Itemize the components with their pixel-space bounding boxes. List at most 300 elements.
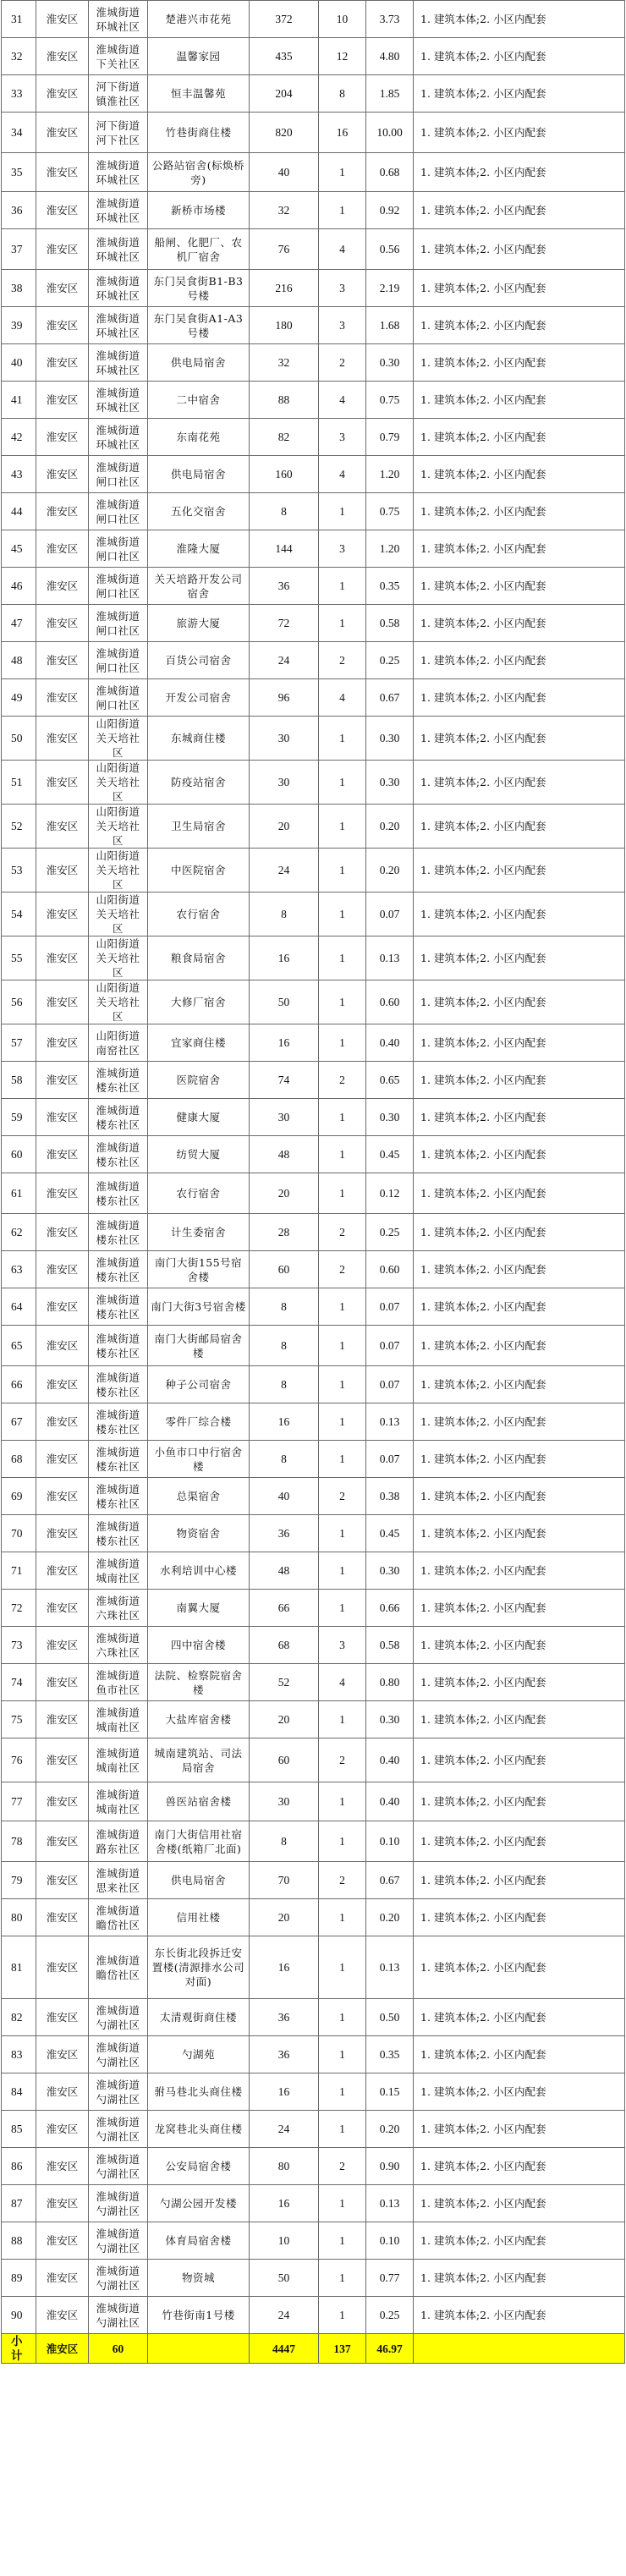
renovation-content-cell: 1. 建筑本体;2. 小区内配套 [414,1366,625,1403]
district-cell: 淮安区 [36,1214,89,1251]
households-cell: 8 [250,1366,319,1403]
table-row [2,2148,625,2185]
buildings-cell: 1 [319,605,366,642]
floor-area-cell: 3.73 [366,1,414,38]
renovation-content-cell: 1. 建筑本体;2. 小区内配套 [414,1590,625,1627]
households-cell: 20 [250,1701,319,1738]
households-cell: 8 [250,1821,319,1862]
table-row [2,1099,625,1136]
district-cell: 淮安区 [36,2111,89,2148]
buildings-cell: 1 [319,2073,366,2111]
renovation-content-cell: 1. 建筑本体;2. 小区内配套 [414,1441,625,1478]
community-cell: 淮城街道环城社区 [89,192,148,229]
renovation-content-cell: 1. 建筑本体;2. 小区内配套 [414,38,625,75]
project-name-cell: 旅游大厦 [148,605,250,642]
floor-area-cell: 0.30 [366,1099,414,1136]
floor-area-cell: 1.68 [366,307,414,344]
district-cell: 淮安区 [36,1590,89,1627]
community-cell: 山阳街道南窑社区 [89,1024,148,1062]
row-number: 56 [2,980,36,1024]
table-row [2,1782,625,1821]
project-name-cell: 船闸、化肥厂、农机厂宿舍 [148,229,250,270]
community-cell: 淮城街道楼东社区 [89,1214,148,1251]
renovation-content-cell: 1. 建筑本体;2. 小区内配套 [414,153,625,192]
renovation-content-cell: 1. 建筑本体;2. 小区内配套 [414,2111,625,2148]
row-number: 80 [2,1899,36,1936]
floor-area-cell: 0.40 [366,1782,414,1821]
households-cell: 372 [250,1,319,38]
table-row [2,1478,625,1515]
row-number: 55 [2,936,36,980]
project-name-cell: 卫生局宿舍 [148,805,250,849]
row-number: 65 [2,1326,36,1366]
renovation-content-cell: 1. 建筑本体;2. 小区内配套 [414,980,625,1024]
buildings-cell: 3 [319,530,366,568]
floor-area-cell: 0.90 [366,2148,414,2185]
renovation-content-cell: 1. 建筑本体;2. 小区内配套 [414,1627,625,1664]
floor-area-cell: 2.19 [366,270,414,307]
households-cell: 68 [250,1627,319,1664]
households-cell: 36 [250,2036,319,2073]
households-cell: 8 [250,1288,319,1326]
community-cell: 山阳街道关天培社区 [89,805,148,849]
row-number: 43 [2,456,36,493]
district-cell: 淮安区 [36,75,89,113]
renovation-content-cell: 1. 建筑本体;2. 小区内配套 [414,717,625,761]
row-number: 32 [2,38,36,75]
community-cell: 淮城街道六珠社区 [89,1590,148,1627]
buildings-cell: 2 [319,642,366,679]
buildings-cell: 1 [319,2185,366,2222]
households-cell: 24 [250,642,319,679]
buildings-cell: 1 [319,1099,366,1136]
table-row [2,1590,625,1627]
table-row [2,192,625,229]
district-cell: 淮安区 [36,1782,89,1821]
district-cell: 淮安区 [36,2148,89,2185]
table-row [2,2297,625,2334]
subtotal-area: 46.97 [366,2334,414,2364]
community-cell: 淮城街道六珠社区 [89,1627,148,1664]
community-cell: 山阳街道关天培社区 [89,717,148,761]
table-row [2,1062,625,1099]
row-number: 51 [2,761,36,805]
floor-area-cell: 0.13 [366,1403,414,1441]
floor-area-cell: 0.80 [366,1664,414,1701]
project-name-cell: 物资城 [148,2260,250,2297]
row-number: 47 [2,605,36,642]
buildings-cell: 4 [319,382,366,419]
district-cell: 淮安区 [36,1099,89,1136]
community-cell: 淮城街道楼东社区 [89,1251,148,1288]
community-cell: 淮城街道环城社区 [89,382,148,419]
subtotal-district: 淮安区 [36,2334,89,2364]
table-row [2,113,625,153]
community-cell: 淮城街道环城社区 [89,153,148,192]
district-cell: 淮安区 [36,2260,89,2297]
table-row [2,229,625,270]
table-row [2,805,625,849]
row-number: 38 [2,270,36,307]
project-name-cell: 勺湖苑 [148,2036,250,2073]
table-row [2,1738,625,1782]
community-cell: 河下街道镇淮社区 [89,75,148,113]
floor-area-cell: 0.10 [366,1821,414,1862]
floor-area-cell: 0.20 [366,849,414,893]
households-cell: 8 [250,893,319,936]
community-cell: 淮城街道楼东社区 [89,1288,148,1326]
floor-area-cell: 0.25 [366,642,414,679]
floor-area-cell: 0.40 [366,1738,414,1782]
buildings-cell: 1 [319,1326,366,1366]
buildings-cell: 1 [319,1821,366,1862]
district-cell: 淮安区 [36,1862,89,1899]
community-cell: 淮城街道勺湖社区 [89,2222,148,2260]
buildings-cell: 1 [319,1899,366,1936]
floor-area-cell: 0.07 [366,1326,414,1366]
buildings-cell: 2 [319,1738,366,1782]
households-cell: 16 [250,1024,319,1062]
table-row [2,530,625,568]
table-row [2,568,625,605]
renovation-content-cell: 1. 建筑本体;2. 小区内配套 [414,2222,625,2260]
renovation-content-cell: 1. 建筑本体;2. 小区内配套 [414,761,625,805]
project-name-cell: 公路站宿舍(标焕桥旁) [148,153,250,192]
row-number: 36 [2,192,36,229]
table-row [2,1862,625,1899]
row-number: 40 [2,344,36,382]
row-number: 62 [2,1214,36,1251]
renovation-content-cell: 1. 建筑本体;2. 小区内配套 [414,1288,625,1326]
subtotal-empty-cell [148,2334,250,2364]
project-name-cell: 竹巷街南1号楼 [148,2297,250,2334]
floor-area-cell: 0.07 [366,893,414,936]
renovation-content-cell: 1. 建筑本体;2. 小区内配套 [414,2036,625,2073]
row-number: 87 [2,2185,36,2222]
table-row [2,1627,625,1664]
floor-area-cell: 0.13 [366,936,414,980]
district-cell: 淮安区 [36,229,89,270]
project-name-cell: 南门大街3号宿舍楼 [148,1288,250,1326]
project-name-cell: 南门大街信用社宿舍楼(纸箱厂北面) [148,1821,250,1862]
project-name-cell: 兽医站宿舍楼 [148,1782,250,1821]
households-cell: 30 [250,1099,319,1136]
project-name-cell: 供电局宿舍 [148,344,250,382]
renovation-content-cell: 1. 建筑本体;2. 小区内配套 [414,1062,625,1099]
households-cell: 50 [250,980,319,1024]
floor-area-cell: 0.35 [366,2036,414,2073]
project-name-cell: 驸马巷北头商住楼 [148,2073,250,2111]
renovation-content-cell: 1. 建筑本体;2. 小区内配套 [414,344,625,382]
table-row [2,1136,625,1173]
row-number: 57 [2,1024,36,1062]
community-cell: 淮城街道思来社区 [89,1862,148,1899]
row-number: 83 [2,2036,36,2073]
table-row [2,1251,625,1288]
renovation-content-cell: 1. 建筑本体;2. 小区内配套 [414,1403,625,1441]
renovation-content-cell: 1. 建筑本体;2. 小区内配套 [414,307,625,344]
row-number: 45 [2,530,36,568]
row-number: 46 [2,568,36,605]
community-cell: 淮城街道闸口社区 [89,642,148,679]
renovation-content-cell: 1. 建筑本体;2. 小区内配套 [414,1936,625,1999]
project-name-cell: 东长街北段拆迁安置楼(清源排水公司对面) [148,1936,250,1999]
households-cell: 70 [250,1862,319,1899]
renovation-content-cell: 1. 建筑本体;2. 小区内配套 [414,1173,625,1214]
floor-area-cell: 0.67 [366,679,414,717]
row-number: 34 [2,113,36,153]
district-cell: 淮安区 [36,456,89,493]
households-cell: 820 [250,113,319,153]
row-number: 67 [2,1403,36,1441]
community-cell: 淮城街道环城社区 [89,229,148,270]
buildings-cell: 1 [319,1024,366,1062]
subtotal-label: 小计 [2,2334,36,2364]
project-name-cell: 百货公司宿舍 [148,642,250,679]
floor-area-cell: 0.66 [366,1590,414,1627]
project-name-cell: 龙窝巷北头商住楼 [148,2111,250,2148]
households-cell: 30 [250,761,319,805]
community-cell: 山阳街道关天培社区 [89,936,148,980]
renovation-content-cell: 1. 建筑本体;2. 小区内配套 [414,493,625,530]
table-row [2,1288,625,1326]
project-name-cell: 公安局宿舍楼 [148,2148,250,2185]
community-cell: 淮城街道闸口社区 [89,605,148,642]
buildings-cell: 3 [319,307,366,344]
table-row [2,2036,625,2073]
renovation-content-cell: 1. 建筑本体;2. 小区内配套 [414,456,625,493]
households-cell: 8 [250,1441,319,1478]
community-cell: 淮城街道闸口社区 [89,530,148,568]
project-name-cell: 零件厂综合楼 [148,1403,250,1441]
table-row [2,38,625,75]
project-name-cell: 南门大街155号宿舍楼 [148,1251,250,1288]
row-number: 77 [2,1782,36,1821]
project-name-cell: 种子公司宿舍 [148,1366,250,1403]
project-name-cell: 竹巷街商住楼 [148,113,250,153]
district-cell: 淮安区 [36,2036,89,2073]
project-name-cell: 温馨家园 [148,38,250,75]
households-cell: 60 [250,1738,319,1782]
row-number: 86 [2,2148,36,2185]
row-number: 88 [2,2222,36,2260]
project-name-cell: 五化交宿舍 [148,493,250,530]
buildings-cell: 1 [319,805,366,849]
buildings-cell: 1 [319,893,366,936]
district-cell: 淮安区 [36,1366,89,1403]
floor-area-cell: 0.40 [366,1024,414,1062]
households-cell: 48 [250,1552,319,1590]
community-cell: 淮城街道楼东社区 [89,1366,148,1403]
row-number: 79 [2,1862,36,1899]
floor-area-cell: 0.13 [366,1936,414,1999]
floor-area-cell: 0.25 [366,2297,414,2334]
community-cell: 淮城街道闸口社区 [89,456,148,493]
floor-area-cell: 0.77 [366,2260,414,2297]
row-number: 53 [2,849,36,893]
table-row [2,456,625,493]
community-cell: 淮城街道楼东社区 [89,1403,148,1441]
project-name-cell: 物资宿舍 [148,1515,250,1552]
buildings-cell: 1 [319,936,366,980]
table-row [2,2111,625,2148]
row-number: 35 [2,153,36,192]
table-row [2,1821,625,1862]
buildings-cell: 2 [319,1214,366,1251]
renovation-content-cell: 1. 建筑本体;2. 小区内配套 [414,2073,625,2111]
buildings-cell: 1 [319,153,366,192]
community-cell: 山阳街道关天培社区 [89,893,148,936]
households-cell: 24 [250,2111,319,2148]
district-cell: 淮安区 [36,2073,89,2111]
district-cell: 淮安区 [36,307,89,344]
households-cell: 28 [250,1214,319,1251]
floor-area-cell: 0.07 [366,1288,414,1326]
buildings-cell: 1 [319,2222,366,2260]
renovation-content-cell: 1. 建筑本体;2. 小区内配套 [414,642,625,679]
buildings-cell: 1 [319,1173,366,1214]
community-cell: 淮城街道环城社区 [89,419,148,456]
table-row [2,980,625,1024]
community-cell: 淮城街道闸口社区 [89,568,148,605]
households-cell: 76 [250,229,319,270]
floor-area-cell: 0.07 [366,1366,414,1403]
district-cell: 淮安区 [36,192,89,229]
community-cell: 淮城街道闸口社区 [89,493,148,530]
project-name-cell: 东城商住楼 [148,717,250,761]
community-cell: 淮城街道楼东社区 [89,1099,148,1136]
floor-area-cell: 0.58 [366,605,414,642]
district-cell: 淮安区 [36,530,89,568]
table-row [2,679,625,717]
district-cell: 淮安区 [36,1664,89,1701]
renovation-table [1,0,625,2364]
households-cell: 16 [250,1936,319,1999]
renovation-content-cell: 1. 建筑本体;2. 小区内配套 [414,1738,625,1782]
project-name-cell: 关天培路开发公司宿舍 [148,568,250,605]
floor-area-cell: 0.45 [366,1136,414,1173]
renovation-content-cell: 1. 建筑本体;2. 小区内配套 [414,1478,625,1515]
households-cell: 16 [250,1403,319,1441]
buildings-cell: 10 [319,1,366,38]
renovation-content-cell: 1. 建筑本体;2. 小区内配套 [414,2148,625,2185]
table-row [2,1024,625,1062]
district-cell: 淮安区 [36,344,89,382]
households-cell: 72 [250,605,319,642]
households-cell: 20 [250,805,319,849]
district-cell: 淮安区 [36,980,89,1024]
renovation-content-cell: 1. 建筑本体;2. 小区内配套 [414,2297,625,2334]
buildings-cell: 1 [319,849,366,893]
table-row [2,1552,625,1590]
district-cell: 淮安区 [36,1441,89,1478]
district-cell: 淮安区 [36,1478,89,1515]
households-cell: 8 [250,1326,319,1366]
community-cell: 山阳街道关天培社区 [89,761,148,805]
row-number: 42 [2,419,36,456]
floor-area-cell: 0.15 [366,2073,414,2111]
district-cell: 淮安区 [36,1738,89,1782]
row-number: 71 [2,1552,36,1590]
district-cell: 淮安区 [36,2222,89,2260]
project-name-cell: 粮食局宿舍 [148,936,250,980]
community-cell: 淮城街道闸口社区 [89,679,148,717]
buildings-cell: 1 [319,2297,366,2334]
floor-area-cell: 0.12 [366,1173,414,1214]
floor-area-cell: 0.30 [366,1552,414,1590]
district-cell: 淮安区 [36,493,89,530]
row-number: 63 [2,1251,36,1288]
floor-area-cell: 0.30 [366,761,414,805]
table-row [2,382,625,419]
renovation-content-cell: 1. 建筑本体;2. 小区内配套 [414,1024,625,1062]
households-cell: 40 [250,1478,319,1515]
project-name-cell: 供电局宿舍 [148,456,250,493]
renovation-content-cell: 1. 建筑本体;2. 小区内配套 [414,849,625,893]
community-cell: 淮城街道楼东社区 [89,1326,148,1366]
floor-area-cell: 0.75 [366,493,414,530]
community-cell: 淮城街道环城社区 [89,270,148,307]
district-cell: 淮安区 [36,893,89,936]
district-cell: 淮安区 [36,849,89,893]
row-number: 81 [2,1936,36,1999]
renovation-content-cell: 1. 建筑本体;2. 小区内配套 [414,1136,625,1173]
households-cell: 82 [250,419,319,456]
community-cell: 淮城街道勺湖社区 [89,2036,148,2073]
renovation-content-cell: 1. 建筑本体;2. 小区内配套 [414,1326,625,1366]
row-number: 75 [2,1701,36,1738]
renovation-content-cell: 1. 建筑本体;2. 小区内配套 [414,1251,625,1288]
table-row [2,1515,625,1552]
buildings-cell: 1 [319,1288,366,1326]
row-number: 68 [2,1441,36,1478]
floor-area-cell: 0.38 [366,1478,414,1515]
district-cell: 淮安区 [36,717,89,761]
row-number: 66 [2,1366,36,1403]
floor-area-cell: 0.50 [366,1999,414,2036]
community-cell: 淮城街道楼东社区 [89,1062,148,1099]
community-cell: 淮城街道勺湖社区 [89,2073,148,2111]
floor-area-cell: 0.65 [366,1062,414,1099]
households-cell: 74 [250,1062,319,1099]
project-name-cell: 二中宿舍 [148,382,250,419]
community-cell: 淮城街道城南社区 [89,1782,148,1821]
households-cell: 32 [250,192,319,229]
table-row [2,761,625,805]
renovation-content-cell: 1. 建筑本体;2. 小区内配套 [414,270,625,307]
district-cell: 淮安区 [36,38,89,75]
renovation-content-cell: 1. 建筑本体;2. 小区内配套 [414,2185,625,2222]
community-cell: 淮城街道勺湖社区 [89,2185,148,2222]
row-number: 90 [2,2297,36,2334]
community-cell: 淮城街道路东社区 [89,1821,148,1862]
table-row [2,1441,625,1478]
buildings-cell: 1 [319,2260,366,2297]
community-cell: 淮城街道勺湖社区 [89,2111,148,2148]
project-name-cell: 楚港兴市花苑 [148,1,250,38]
floor-area-cell: 10.00 [366,113,414,153]
buildings-cell: 1 [319,1515,366,1552]
district-cell: 淮安区 [36,1701,89,1738]
buildings-cell: 1 [319,568,366,605]
district-cell: 淮安区 [36,1062,89,1099]
floor-area-cell: 0.60 [366,980,414,1024]
renovation-content-cell: 1. 建筑本体;2. 小区内配套 [414,1999,625,2036]
households-cell: 36 [250,1515,319,1552]
district-cell: 淮安区 [36,1288,89,1326]
floor-area-cell: 0.10 [366,2222,414,2260]
subtotal-count: 60 [89,2334,148,2364]
